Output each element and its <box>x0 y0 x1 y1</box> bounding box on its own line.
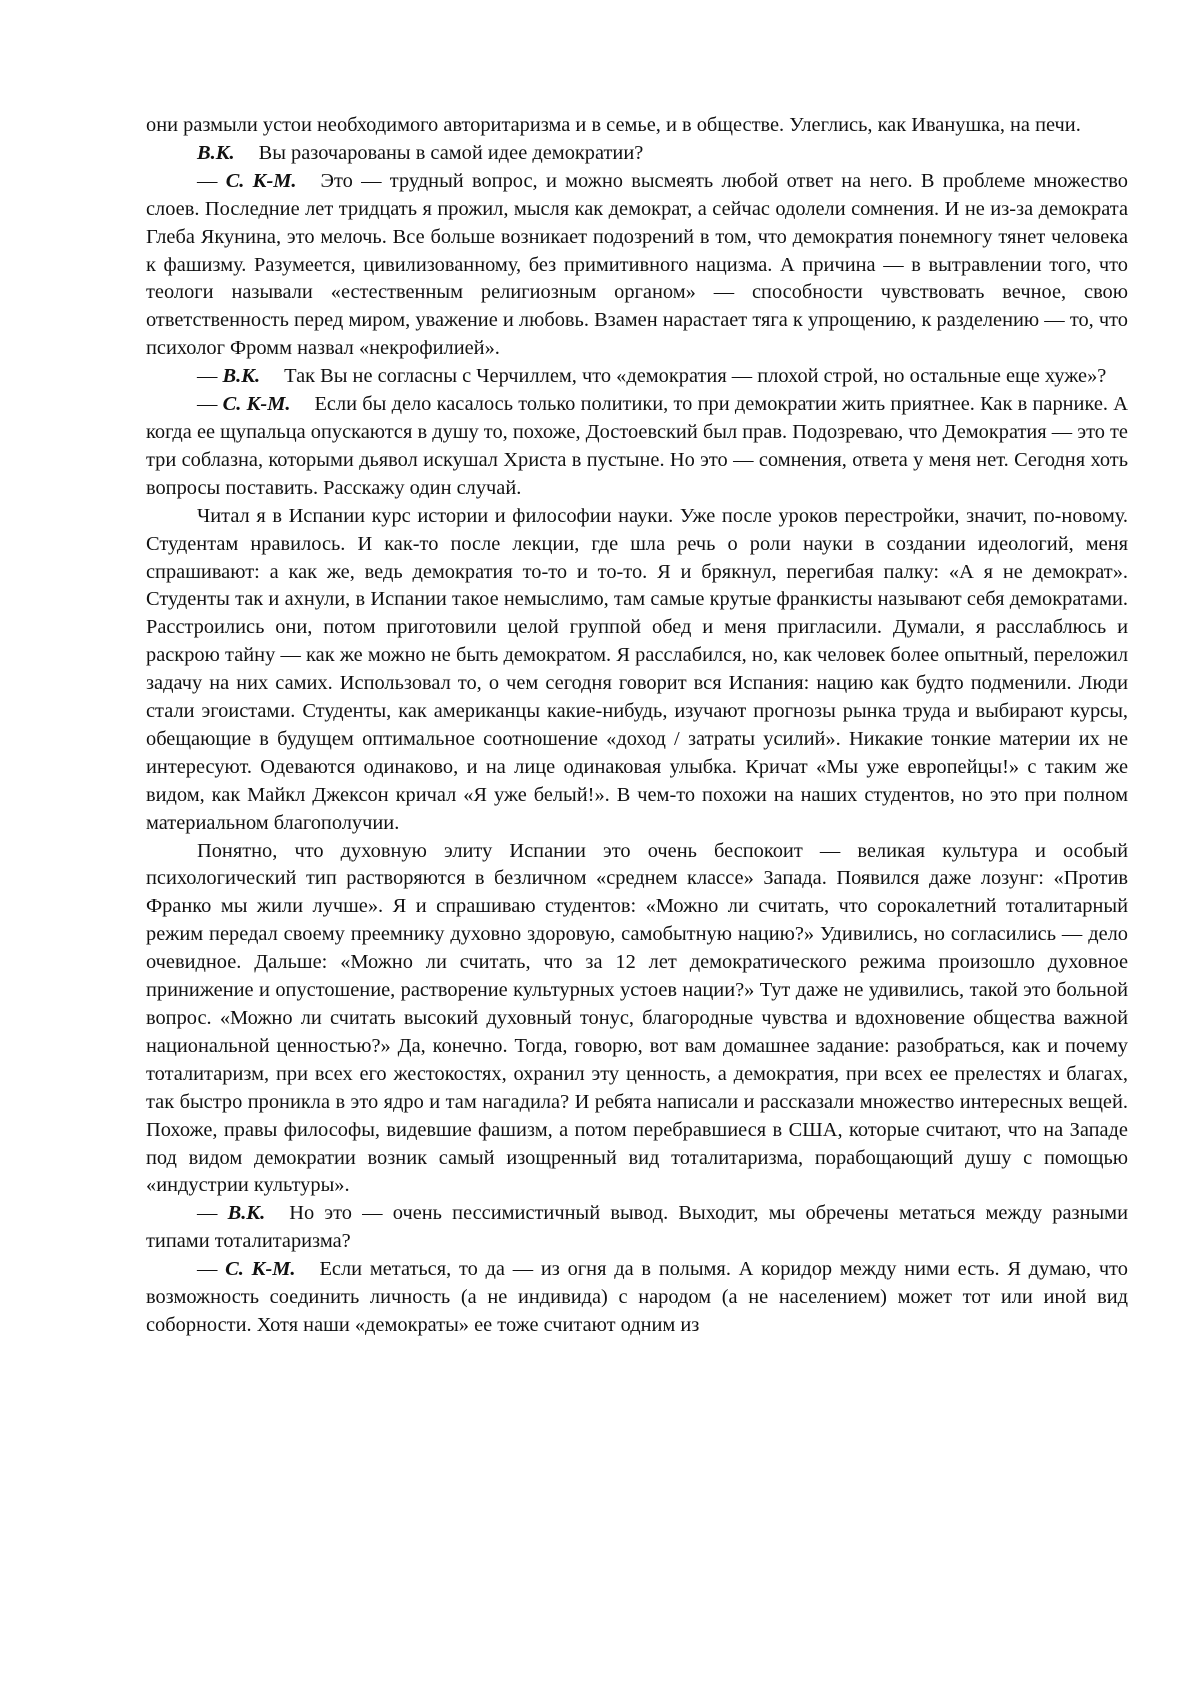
paragraph-1 <box>146 112 1128 140</box>
paragraph-2 <box>146 140 1128 168</box>
dash-prefix: — <box>197 1202 228 1225</box>
speaker-label: В.К. <box>222 365 261 388</box>
paragraph-text: Это — трудный вопрос, и можно высмеять любой ответ на него. В проблеме множество слоев. Последние лет тридцать я прожил, мысля как демократ, а сейчас одолели сомнения. И не из-за демократа Глеба Якунина, это мелочь. Все больше возникает подозрений в том, что демократия понемногу тянет человека к фашизму. Разумеется, цивилизованному, без примитивного нацизма. А причина — в вытравлении того, что теологи называли «естественным религиозным органом» — способности чувствовать вечное, свою ответственность перед миром, уважение и любовь. Взамен нарастает тяга к упрощению, к разделению — то, что психолог Фромм назвал «некрофилией». <box>146 169 1128 360</box>
dash-prefix: — <box>197 169 226 192</box>
paragraph-4 <box>146 363 1128 391</box>
paragraph-text: Вы разочарованы в самой идее демократии? <box>258 141 644 164</box>
paragraph-9 <box>146 1256 1128 1340</box>
paragraph-text: Понятно, что духовную элиту Испании это очень беспокоит — великая культура и особый психологический тип растворяются в безличном «среднем классе» Запада. Появился даже лозунг: «Против Франко мы жили лучше». Я и спрашиваю студентов: «Можно ли считать, что сорокалетний тоталитарный режим передал своему преемнику духовно здоровую, самобытную нацию?» Удивились, но согласились — дело очевидное. Дальше: «Можно ли считать, что за 12 лет демократического режима произошло духовное принижение и опустошение, растворение культурных устоев нации?» Тут даже не удивились, такой это больной вопрос. «Можно ли считать высокий духовный тонус, благородные чувства и вдохновение общества важной национальной ценностью?» Да, конечно. Тогда, говорю, вот вам домашнее задание: разобраться, как и почему тоталитаризм, при всех его жестокостях, охранил эту ценность, а демократия, при всех ее прелестях и благах, так быстро проникла в это ядро и там нагадила? И ребята написали и рассказали множество интересных вещей. Похоже, правы философы, видевшие фашизм, а потом перебравшиеся в США, которые считают, что на Западе под видом демократии возник самый изощренный вид тоталитаризма, порабощающий душу с помощью «индустрии культуры». <box>146 839 1128 1197</box>
paragraph-6 <box>146 503 1128 838</box>
paragraph-7 <box>146 838 1128 1201</box>
speaker-label: С. К-М. <box>225 169 297 192</box>
dash-prefix: — <box>197 1258 226 1281</box>
paragraph-text: Читал я в Испании курс истории и философии науки. Уже после уроков перестройки, значит, по-новому. Студентам нравилось. И как-то после лекции, где шла речь о роли науки в создании идеологий, меня спрашивают: а как же, ведь демократия то-то и то-то. Я и брякнул, перегибая палку: «А я не демократ». Студенты так и ахнули, в Испании такое немыслимо, там самые крутые франкисты называют себя демократами. Расстроились они, потом приготовили целой группой обед и меня пригласили. Думали, я расслаблюсь и раскрою тайну — как же можно не быть демократом. Я расслабился, но, как человек более опытный, переложил задачу на них самих. Использовал то, о чем сегодня говорит вся Испания: нацию как будто подменили. Люди стали эгоистами. Студенты, как американцы какие-нибудь, изучают прогнозы рынка труда и выбирают курсы, обещающие в будущем оптимальное соотношение «доход / затраты усилий». Никакие тонкие материи их не интересуют. Одеваются одинаково, и на лице одинаковая улыбка. Кричат «Мы уже европейцы!» с таким же видом, как Майкл Джексон кричал «Я уже белый!». В чем-то похожи на наших студентов, но это при полном материальном благополучии. <box>146 504 1128 834</box>
paragraph-text: Но это — очень пессимистичный вывод. Выходит, мы обречены метаться между разными типами тоталитаризма? <box>146 1202 1128 1253</box>
paragraph-text: они размыли устои необходимого авторитаризма и в семье, и в обществе. Улеглись, как Иванушка, на печи. <box>146 114 1081 136</box>
paragraph-8 <box>146 1200 1128 1256</box>
speaker-label: С. К-М. <box>225 1258 296 1281</box>
paragraph-5 <box>146 391 1128 503</box>
paragraph-text: Так Вы не согласны с Черчиллем, что «демократия — плохой строй, но остальные еще хуже»? <box>284 365 1107 388</box>
paragraph-text: Если бы дело касалось только политики, то при демократии жить приятнее. Как в парнике. А когда ее щупальца опускаются в душу то, похоже, Достоевский был прав. Подозреваю, что Демократия — это те три соблазна, которыми дьявол искушал Христа в пустыне. Но это — сомнения, ответа у меня нет. Сегодня хоть вопросы поставить. Расскажу один случай. <box>146 393 1128 499</box>
speaker-label: В.К. <box>227 1202 266 1225</box>
dash-prefix: — <box>197 393 223 416</box>
paragraph-text: Если метаться, то да — из огня да в полымя. А коридор между ними есть. Я думаю, что возможность соединить личность (а не индивида) с народом (а не населением) может тот или иной вид соборности. Хотя наши «демократы» ее тоже считают одним из <box>146 1258 1128 1336</box>
speaker-label: С. К-М. <box>222 393 291 416</box>
document-page <box>146 112 1128 1340</box>
paragraph-3 <box>146 168 1128 363</box>
speaker-label: В.К. <box>197 141 235 164</box>
dash-prefix: — <box>197 365 223 388</box>
